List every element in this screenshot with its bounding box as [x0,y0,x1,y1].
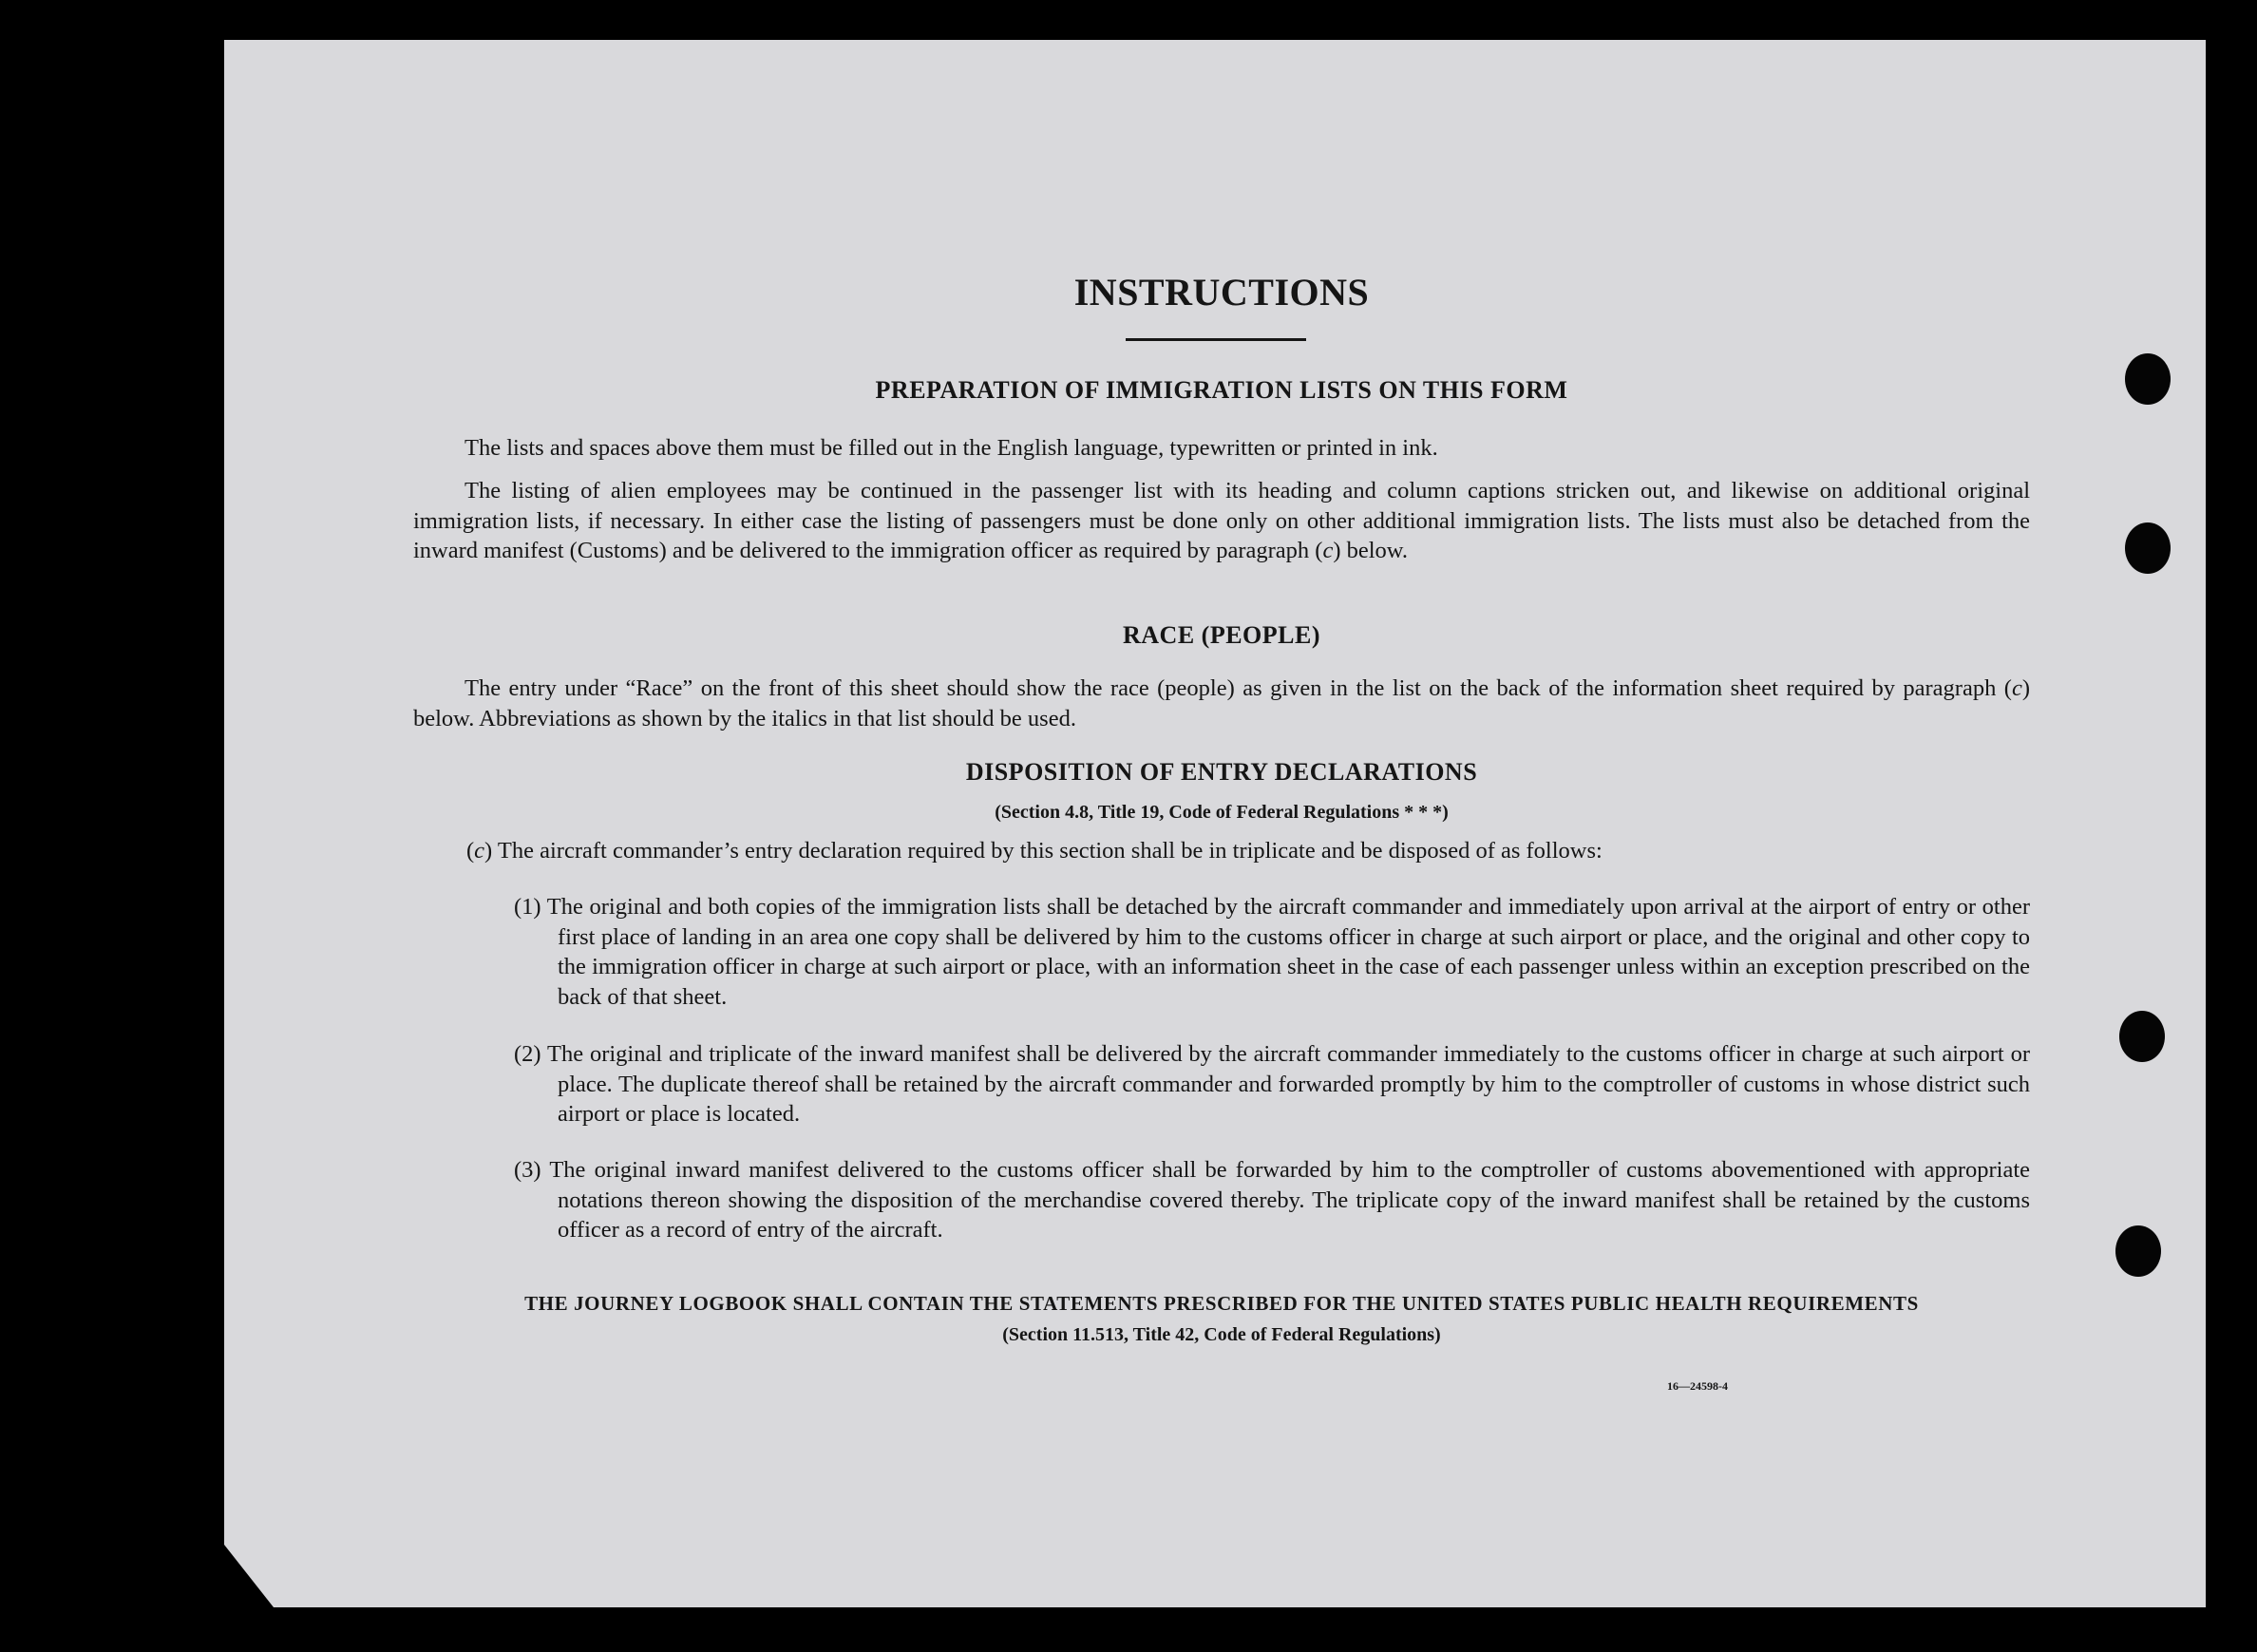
title-underline [1126,338,1306,341]
race-paragraph: The entry under “Race” on the front of this sheet should show the race (people) as given in the list on the back of the information sheet required by paragraph (c) below. Abbreviations as shown by the italics in that list should be used. [413,675,2030,731]
document-title: INSTRUCTIONS [1073,271,1370,313]
form-number: 16—24598-4 [1667,1379,1728,1393]
preparation-paragraph-2: The listing of alien employees may be continued in the passenger list with its heading and column captions stricken out, and likewise on additional original immigration lists, if necessary. In either case the listing of passengers must be done only on other additional immigration lists. The lists must also be detached from the inward manifest (Customs) and be delivered to the immigration officer as required by paragraph (c) below. [413,478,2030,563]
disposition-item-1: (1) The original and both copies of the immigration lists shall be detached by the aircraft commander and immediately upon arrival at the airport of entry or other first place of landing in an area one copy shall be delivered by him to the customs officer in charge at such airport or place, and the original and other copy to the immigration officer in charge at such airport or place, with an information sheet in the case of each passenger unless within an exception prescribed on the back of that sheet. [514,894,2030,1010]
disposition-item-3: (3) The original inward manifest delivered to the customs officer shall be forwarded by him to the comptroller of customs abovementioned with appropriate notations thereon showing the disposition of the merchandise covered thereby. The triplicate copy of the inward manifest shall be retained by the customs officer as a record of entry of the aircraft. [514,1157,2030,1243]
binder-hole-3 [2119,1011,2165,1062]
binder-hole-1 [2125,353,2171,405]
binder-hole-4 [2115,1225,2161,1277]
preparation-heading: PREPARATION OF IMMIGRATION LISTS ON THIS FORM [875,376,1568,404]
disposition-paragraph-c: (c) The aircraft commander’s entry declaration required by this section shall be in triplicate and be disposed of as follows: [466,838,1603,864]
footer-requirements: THE JOURNEY LOGBOOK SHALL CONTAIN THE STATEMENTS PRESCRIBED FOR THE UNITED STATES PUBLIC HEALTH REQUIREMENTS [524,1292,1919,1315]
binder-hole-2 [2125,522,2171,574]
disposition-heading: DISPOSITION OF ENTRY DECLARATIONS [965,758,1478,786]
footer-citation: (Section 11.513, Title 42, Code of Federal Regulations) [1002,1324,1441,1345]
disposition-item-2: (2) The original and triplicate of the inward manifest shall be delivered by the aircraft commander immediately to the customs officer in charge at such airport or place. The duplicate thereof shall be retained by the aircraft commander and forwarded promptly by him to the comptroller of customs in whose district such airport or place is located. [514,1041,2030,1127]
disposition-subheading: (Section 4.8, Title 19, Code of Federal Regulations * * *) [995,802,1449,823]
race-heading: RACE (PEOPLE) [1123,621,1320,649]
preparation-paragraph-1: The lists and spaces above them must be filled out in the English language, typewritten or printed in ink. [465,435,1438,461]
